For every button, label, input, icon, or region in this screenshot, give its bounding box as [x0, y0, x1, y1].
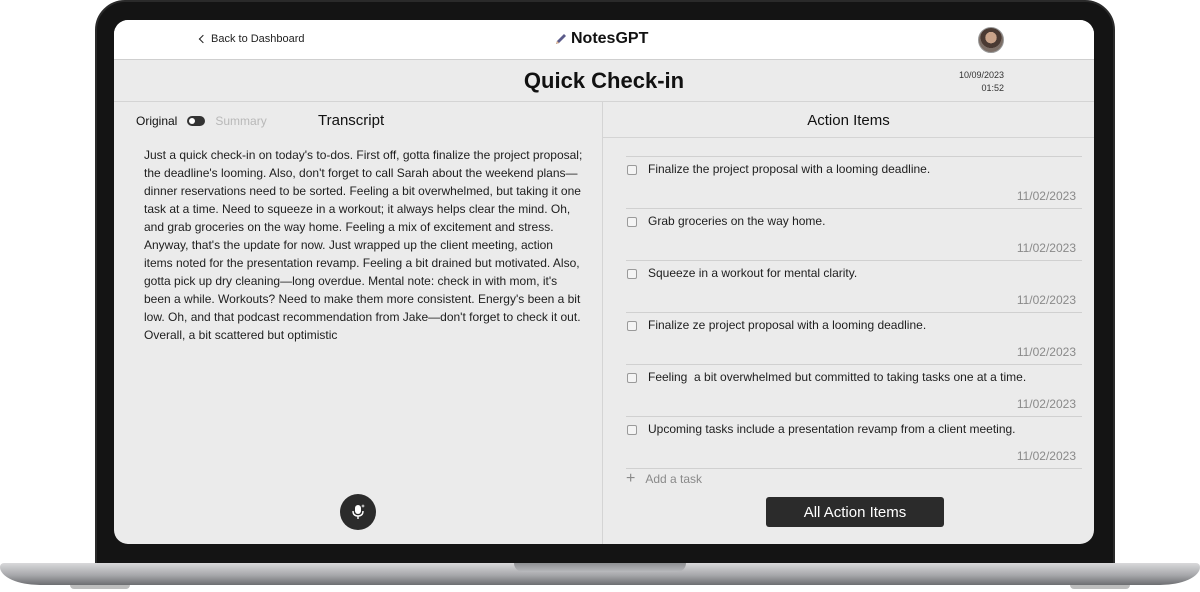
toggle-summary-label[interactable]: Summary [215, 114, 267, 128]
back-to-dashboard-link[interactable] [200, 33, 305, 45]
action-item-text: Grab groceries on the way home. [648, 214, 826, 228]
action-item [626, 157, 1082, 209]
transcript-text: Just a quick check-in on today's to-dos. First off, gotta finalize the project proposal; the deadline's looming. Also, don't forget to call Sarah about the weekend plans—dinner reservations need to be sorted. Feeling a bit overwhelmed, but taking it one task at a time. Need to squeeze in a workout; it always helps clear the mind. Oh, and grab groceries on the way home. Feeling a mix of excitement and stress. Anyway, that's the update for now. Just wrapped up the client meeting, action items noted for the presentation revamp. Feeling a bit drained but motivated. Also, gotta pick up dry cleaning—long overdue. Mental note: check in with mom, it's been a while. Workouts? Need to make them more consistent. Energy's been a bit low. Oh, and that podcast recommendation from Jake—don't forget to check it out. Overall, a bit scattered but optimistic [144, 148, 583, 342]
laptop-notch [514, 563, 686, 572]
action-items-heading: Action Items [807, 112, 890, 129]
top-bar [114, 20, 1094, 60]
action-item-checkbox[interactable] [627, 321, 637, 331]
transcript-heading: Transcript [318, 112, 385, 129]
add-task-button[interactable] [626, 472, 702, 486]
view-toggle-switch[interactable] [187, 116, 205, 126]
action-item-checkbox[interactable] [627, 373, 637, 383]
brand-logo[interactable] [554, 30, 648, 48]
action-item [626, 261, 1082, 313]
toggle-original-label[interactable]: Original [136, 114, 178, 128]
action-item-text: Feeling a bit overwhelmed but committed to taking tasks one at a time. [648, 370, 1027, 384]
action-item-date: 11/02/2023 [1016, 293, 1076, 307]
action-item-text: Squeeze in a workout for mental clarity. [648, 266, 858, 280]
action-item-date: 11/02/2023 [1016, 189, 1076, 203]
plus-icon: + [626, 470, 636, 487]
laptop-foot [1070, 585, 1130, 589]
pencil-icon [554, 32, 568, 46]
action-item [626, 417, 1082, 469]
action-item-date: 11/02/2023 [1016, 241, 1076, 255]
page-title: Quick Check-in [523, 68, 685, 93]
laptop-foot [70, 585, 130, 589]
note-date: 10/09/2023 [958, 70, 1004, 80]
action-item-text: Finalize the project proposal with a looming deadline. [648, 162, 931, 176]
column-divider [602, 102, 603, 544]
back-link-label: Back to Dashboard [211, 33, 305, 45]
record-button[interactable] [340, 494, 376, 530]
action-item-checkbox[interactable] [627, 269, 637, 279]
action-item-date: 11/02/2023 [1016, 397, 1076, 411]
action-item-checkbox[interactable] [627, 165, 637, 175]
action-items-header-divider [603, 137, 1094, 138]
action-item [626, 365, 1082, 417]
action-item [626, 313, 1082, 365]
view-toggle [136, 114, 267, 128]
header-divider [114, 101, 1094, 102]
action-item-text: Upcoming tasks include a presentation revamp from a client meeting. [648, 422, 1016, 436]
action-item-date: 11/02/2023 [1016, 345, 1076, 359]
brand-name: NotesGPT [571, 30, 649, 47]
note-timestamp [944, 69, 1004, 95]
all-action-items-button[interactable]: All Action Items [766, 497, 944, 527]
note-time: 01:52 [981, 83, 1004, 93]
action-item-checkbox[interactable] [627, 425, 637, 435]
add-task-label: Add a task [645, 472, 703, 486]
avatar[interactable] [978, 27, 1004, 53]
action-items-list [626, 156, 1082, 469]
action-item-checkbox[interactable] [627, 217, 637, 227]
action-item [626, 209, 1082, 261]
chevron-left-icon [199, 35, 207, 43]
action-item-date: 11/02/2023 [1016, 449, 1076, 463]
app-screen [114, 20, 1094, 544]
microphone-icon [350, 503, 366, 521]
action-item-text: Finalize ze project proposal with a looming deadline. [648, 318, 927, 332]
